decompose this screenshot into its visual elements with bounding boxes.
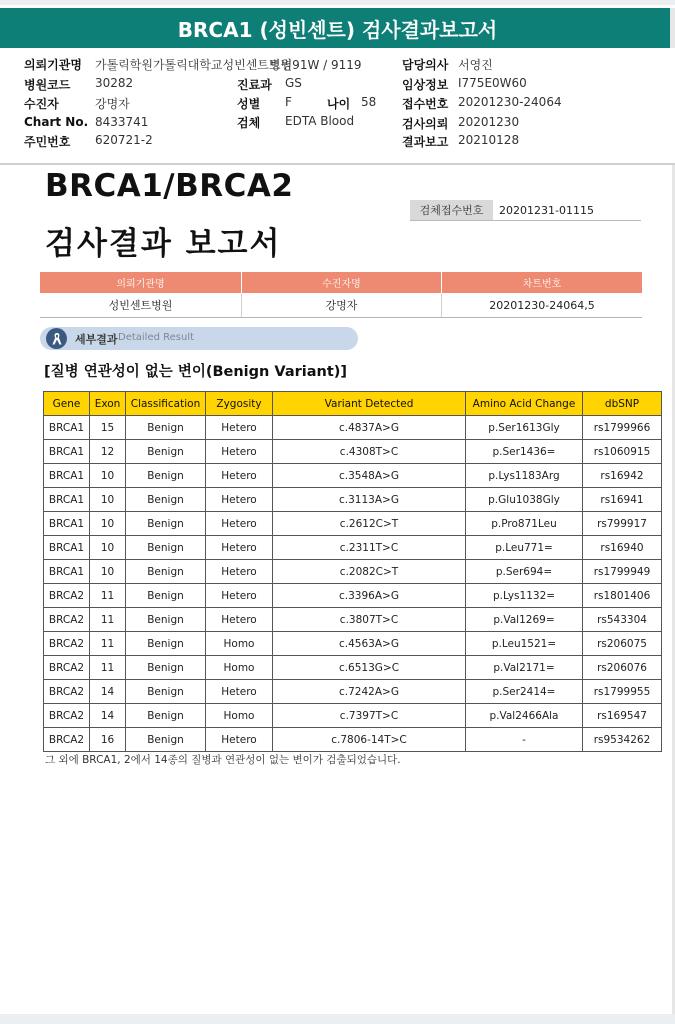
specimen-label: 검체 bbox=[237, 116, 261, 130]
cell-zygosity: Hetero bbox=[206, 680, 273, 704]
cell-gene: BRCA2 bbox=[44, 704, 90, 728]
table-row bbox=[44, 608, 662, 632]
variant-table bbox=[43, 391, 662, 752]
cell-gene: BRCA1 bbox=[44, 560, 90, 584]
cell-zygosity: Hetero bbox=[206, 560, 273, 584]
patient-label: 수진자 bbox=[24, 97, 59, 111]
resident-no-label: 주민번호 bbox=[24, 135, 71, 149]
cell-amino-acid: p.Lys1183Arg bbox=[466, 464, 583, 488]
benign-variant-heading: [질병 연관성이 없는 변이(Benign Variant)] bbox=[44, 364, 348, 380]
report-title-line2: 검사결과 보고서 bbox=[45, 226, 282, 262]
table-row bbox=[44, 680, 662, 704]
sex-label: 성별 bbox=[237, 97, 261, 111]
cell-amino-acid: p.Val1269= bbox=[466, 608, 583, 632]
doctor-value: 서영진 bbox=[458, 58, 493, 72]
cell-gene: BRCA2 bbox=[44, 584, 90, 608]
sex-value: F bbox=[285, 95, 292, 109]
cell-amino-acid: p.Lys1132= bbox=[466, 584, 583, 608]
cell-gene: BRCA1 bbox=[44, 488, 90, 512]
resident-no-value: 620721-2 bbox=[95, 133, 153, 147]
cell-variant: c.7806-14T>C bbox=[273, 728, 466, 752]
cell-amino-acid: p.Ser1436= bbox=[466, 440, 583, 464]
cell-variant: c.4308T>C bbox=[273, 440, 466, 464]
summary-org: 성빈센트병원 bbox=[40, 293, 242, 318]
table-row bbox=[44, 728, 662, 752]
cell-exon: 15 bbox=[90, 416, 126, 440]
cell-dbsnp: rs169547 bbox=[583, 704, 662, 728]
age-value: 58 bbox=[361, 95, 377, 109]
cell-variant: c.3396A>G bbox=[273, 584, 466, 608]
cell-zygosity: Hetero bbox=[206, 728, 273, 752]
bottom-strip bbox=[0, 1014, 675, 1024]
hospital-code-label: 병원코드 bbox=[24, 78, 71, 92]
cell-amino-acid: p.Leu1521= bbox=[466, 632, 583, 656]
cell-variant: c.7242A>G bbox=[273, 680, 466, 704]
cell-dbsnp: rs1799949 bbox=[583, 560, 662, 584]
department-label: 진료과 bbox=[237, 78, 272, 92]
detailed-result-label-en: Detailed Result bbox=[118, 332, 195, 343]
cell-classification: Benign bbox=[126, 680, 206, 704]
ribbon-icon bbox=[46, 328, 67, 349]
table-row bbox=[44, 656, 662, 680]
cell-zygosity: Hetero bbox=[206, 416, 273, 440]
report-header-title: BRCA1 (성빈센트) 검사결과보고서 bbox=[0, 8, 675, 48]
cell-variant: c.6513G>C bbox=[273, 656, 466, 680]
requested-date-value: 20201230 bbox=[458, 115, 520, 129]
report-date-label: 결과보고 bbox=[402, 135, 449, 149]
table-row bbox=[44, 512, 662, 536]
cell-gene: BRCA1 bbox=[44, 440, 90, 464]
chart-no-label: Chart No. bbox=[24, 115, 89, 129]
cell-zygosity: Hetero bbox=[206, 488, 273, 512]
table-row bbox=[44, 440, 662, 464]
department-value: GS bbox=[285, 76, 302, 90]
col-gene: Gene bbox=[44, 392, 90, 416]
cell-zygosity: Hetero bbox=[206, 440, 273, 464]
col-dbsnp: dbSNP bbox=[583, 392, 662, 416]
cell-classification: Benign bbox=[126, 728, 206, 752]
cell-amino-acid: p.Glu1038Gly bbox=[466, 488, 583, 512]
specimen-receipt-box bbox=[410, 200, 641, 221]
cell-variant: c.3807T>C bbox=[273, 608, 466, 632]
cell-gene: BRCA1 bbox=[44, 536, 90, 560]
receipt-no-label: 접수번호 bbox=[402, 97, 449, 111]
summary-header-org: 의뢰기관명 bbox=[40, 272, 242, 293]
cell-classification: Benign bbox=[126, 632, 206, 656]
cell-zygosity: Hetero bbox=[206, 464, 273, 488]
cell-amino-acid: p.Val2171= bbox=[466, 656, 583, 680]
cell-zygosity: Homo bbox=[206, 704, 273, 728]
cell-dbsnp: rs206075 bbox=[583, 632, 662, 656]
patient-info-panel bbox=[0, 52, 675, 156]
cell-classification: Benign bbox=[126, 440, 206, 464]
cell-classification: Benign bbox=[126, 704, 206, 728]
cell-dbsnp: rs1799966 bbox=[583, 416, 662, 440]
col-amino-acid-change: Amino Acid Change bbox=[466, 392, 583, 416]
header-edge bbox=[670, 8, 675, 48]
specimen-receipt-value: 20201231-01115 bbox=[499, 203, 594, 217]
cell-amino-acid: p.Pro871Leu bbox=[466, 512, 583, 536]
requesting-org-value: 가톨릭학원가톨릭대학교성빈센트병원 bbox=[95, 58, 293, 72]
report-title-line1: BRCA1/BRCA2 bbox=[45, 168, 294, 204]
cell-dbsnp: rs9534262 bbox=[583, 728, 662, 752]
cell-amino-acid: p.Val2466Ala bbox=[466, 704, 583, 728]
cell-exon: 10 bbox=[90, 560, 126, 584]
section-divider bbox=[0, 163, 675, 165]
cell-classification: Benign bbox=[126, 416, 206, 440]
cell-exon: 14 bbox=[90, 680, 126, 704]
cell-exon: 16 bbox=[90, 728, 126, 752]
clinical-info-value: I775E0W60 bbox=[458, 76, 527, 90]
footnote: 그 외에 BRCA1, 2에서 14종의 질병과 연관성이 없는 변이가 검출되었습니다. bbox=[45, 754, 401, 766]
cell-variant: c.7397T>C bbox=[273, 704, 466, 728]
patient-value: 강명자 bbox=[95, 97, 130, 111]
receipt-no-value: 20201230-24064 bbox=[458, 95, 562, 109]
cell-amino-acid: p.Ser2414= bbox=[466, 680, 583, 704]
cell-classification: Benign bbox=[126, 512, 206, 536]
cell-variant: c.4837A>G bbox=[273, 416, 466, 440]
cell-zygosity: Hetero bbox=[206, 584, 273, 608]
requesting-org-label: 의뢰기관명 bbox=[24, 58, 82, 72]
cell-exon: 10 bbox=[90, 464, 126, 488]
cell-amino-acid: p.Ser694= bbox=[466, 560, 583, 584]
cell-dbsnp: rs16942 bbox=[583, 464, 662, 488]
cell-variant: c.3548A>G bbox=[273, 464, 466, 488]
variant-header-row bbox=[44, 392, 662, 416]
cell-dbsnp: rs1801406 bbox=[583, 584, 662, 608]
cell-variant: c.2082C>T bbox=[273, 560, 466, 584]
cell-gene: BRCA2 bbox=[44, 728, 90, 752]
cell-exon: 10 bbox=[90, 512, 126, 536]
cell-dbsnp: rs543304 bbox=[583, 608, 662, 632]
table-row bbox=[44, 584, 662, 608]
summary-row bbox=[40, 293, 642, 318]
cell-classification: Benign bbox=[126, 536, 206, 560]
col-variant-detected: Variant Detected bbox=[273, 392, 466, 416]
hospital-code-value: 30282 bbox=[95, 76, 134, 90]
cell-gene: BRCA1 bbox=[44, 512, 90, 536]
report-date-value: 20210128 bbox=[458, 133, 520, 147]
cell-classification: Benign bbox=[126, 608, 206, 632]
summary-header-patient: 수진자명 bbox=[242, 272, 442, 293]
table-row bbox=[44, 632, 662, 656]
cell-exon: 14 bbox=[90, 704, 126, 728]
cell-classification: Benign bbox=[126, 656, 206, 680]
cell-classification: Benign bbox=[126, 584, 206, 608]
cell-classification: Benign bbox=[126, 560, 206, 584]
summary-patient: 강명자 bbox=[242, 293, 442, 318]
cell-dbsnp: rs16941 bbox=[583, 488, 662, 512]
cell-classification: Benign bbox=[126, 464, 206, 488]
cell-exon: 11 bbox=[90, 584, 126, 608]
cell-variant: c.3113A>G bbox=[273, 488, 466, 512]
requested-date-label: 검사의뢰 bbox=[402, 117, 449, 131]
cell-zygosity: Hetero bbox=[206, 536, 273, 560]
summary-table bbox=[40, 272, 642, 318]
cell-amino-acid: p.Leu771= bbox=[466, 536, 583, 560]
cell-gene: BRCA1 bbox=[44, 416, 90, 440]
cell-exon: 11 bbox=[90, 608, 126, 632]
cell-classification: Benign bbox=[126, 488, 206, 512]
summary-header-chart: 차트번호 bbox=[442, 272, 643, 293]
cell-exon: 11 bbox=[90, 632, 126, 656]
cell-variant: c.4563A>G bbox=[273, 632, 466, 656]
cell-dbsnp: rs1060915 bbox=[583, 440, 662, 464]
age-label: 나이 bbox=[327, 97, 351, 111]
cell-dbsnp: rs799917 bbox=[583, 512, 662, 536]
detailed-result-pill bbox=[40, 327, 358, 350]
col-classification: Classification bbox=[126, 392, 206, 416]
summary-chart: 20201230-24064,5 bbox=[442, 293, 643, 318]
specimen-value: EDTA Blood bbox=[285, 114, 355, 128]
top-strip bbox=[0, 0, 675, 5]
table-row bbox=[44, 464, 662, 488]
detailed-result-label-ko: 세부결과 bbox=[75, 333, 118, 346]
table-row bbox=[44, 488, 662, 512]
doctor-label: 담당의사 bbox=[402, 58, 449, 72]
cell-exon: 12 bbox=[90, 440, 126, 464]
cell-gene: BRCA2 bbox=[44, 632, 90, 656]
table-row bbox=[44, 704, 662, 728]
cell-gene: BRCA1 bbox=[44, 464, 90, 488]
table-row bbox=[44, 560, 662, 584]
col-zygosity: Zygosity bbox=[206, 392, 273, 416]
col-exon: Exon bbox=[90, 392, 126, 416]
cell-dbsnp: rs206076 bbox=[583, 656, 662, 680]
cell-gene: BRCA2 bbox=[44, 656, 90, 680]
cell-gene: BRCA2 bbox=[44, 608, 90, 632]
cell-gene: BRCA2 bbox=[44, 680, 90, 704]
cell-exon: 10 bbox=[90, 488, 126, 512]
ward-value: 트병91W / 9119 bbox=[269, 58, 362, 72]
cell-exon: 10 bbox=[90, 536, 126, 560]
clinical-info-label: 임상정보 bbox=[402, 78, 449, 92]
cell-zygosity: Homo bbox=[206, 632, 273, 656]
cell-exon: 11 bbox=[90, 656, 126, 680]
cell-zygosity: Homo bbox=[206, 656, 273, 680]
cell-amino-acid: - bbox=[466, 728, 583, 752]
cell-zygosity: Hetero bbox=[206, 608, 273, 632]
chart-no-value: 8433741 bbox=[95, 115, 149, 129]
cell-dbsnp: rs16940 bbox=[583, 536, 662, 560]
cell-variant: c.2612C>T bbox=[273, 512, 466, 536]
cell-variant: c.2311T>C bbox=[273, 536, 466, 560]
table-row bbox=[44, 416, 662, 440]
cell-zygosity: Hetero bbox=[206, 512, 273, 536]
cell-amino-acid: p.Ser1613Gly bbox=[466, 416, 583, 440]
specimen-receipt-label: 검체접수번호 bbox=[410, 200, 493, 220]
table-row bbox=[44, 536, 662, 560]
cell-dbsnp: rs1799955 bbox=[583, 680, 662, 704]
